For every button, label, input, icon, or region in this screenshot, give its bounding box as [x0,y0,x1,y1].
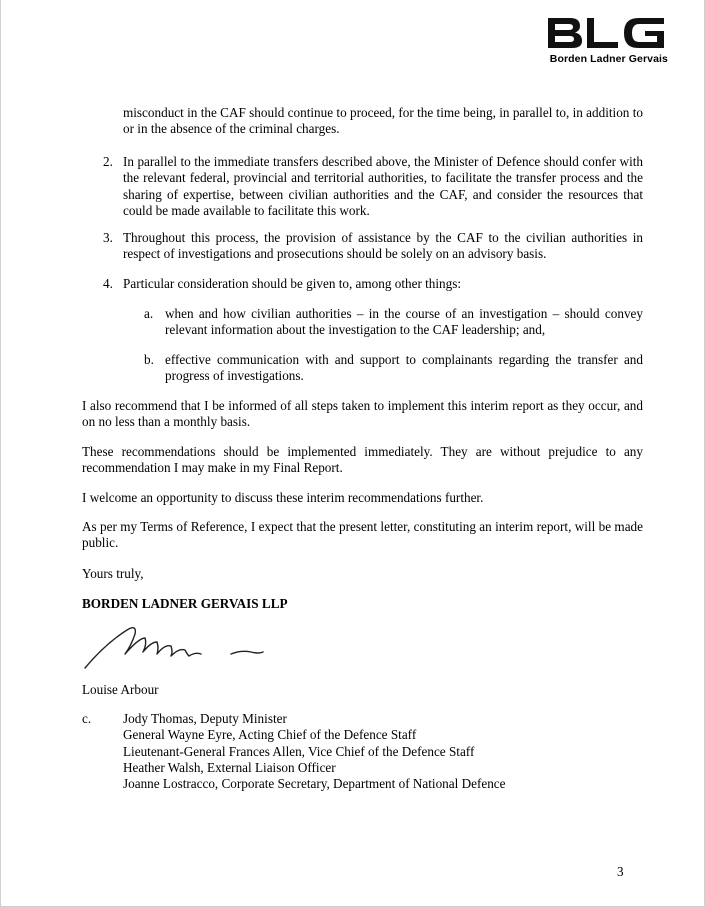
paragraph-reporting: I also recommend that I be informed of all steps taken to implement this interim report as they occur, and on no less than a monthly basis. [82,398,643,430]
cc-recipient: Heather Walsh, External Liaison Officer [123,759,336,775]
recommendation-2-number: 2. [103,154,113,169]
cc-recipient: Lieutenant-General Frances Allen, Vice Chief of the Defence Staff [123,743,475,759]
subitem-a-letter: a. [144,306,154,321]
page-number: 3 [617,864,624,879]
blg-logo-icon [546,14,668,50]
recommendation-4-number: 4. [103,276,113,291]
continuation-paragraph: misconduct in the CAF should continue to proceed, for the time being, in parallel to, in addition to or in the absence of the criminal charges. [123,105,643,137]
recommendation-2-text: In parallel to the immediate transfers described above, the Minister of Defence should confer with the relevant federal, provincial and territorial authorities, to facilitate the transfer process and the sharing of expertise, between civilian authorities and the CAF, and consider the resources that could be made available to facilitate this work. [123,154,643,218]
subitem-b-text: effective communication with and support to complainants regarding the transfer and progress of investigations. [165,352,643,384]
recommendation-3-text: Throughout this process, the provision of assistance by the CAF to the civilian authorities in respect of investigations and prosecutions should be solely on an advisory basis. [123,230,643,262]
signatory-name: Louise Arbour [82,682,159,697]
recommendation-4-text: Particular consideration should be given to, among other things: [123,276,462,291]
cc-label: c. [82,711,92,726]
paragraph-implementation: These recommendations should be implemented immediately. They are without prejudice to any recommendation I may make in my Final Report. [82,444,643,476]
cc-recipient-list [123,711,506,792]
paragraph-publication: As per my Terms of Reference, I expect that the present letter, constituting an interim report, will be made public. [82,519,643,551]
cc-recipient: General Wayne Eyre, Acting Chief of the Defence Staff [123,727,417,743]
closing-salutation: Yours truly, [82,566,144,581]
recommendation-3-number: 3. [103,230,113,245]
paragraph-discussion: I welcome an opportunity to discuss these interim recommendations further. [82,490,484,505]
cc-recipient: Jody Thomas, Deputy Minister [123,711,287,726]
firm-signature-block: BORDEN LADNER GERVAIS LLP [82,596,288,611]
firm-name-logo-text: Borden Ladner Gervais [549,53,668,65]
handwritten-signature [81,608,266,674]
cc-recipient: Joanne Lostracco, Corporate Secretary, Department of National Defence [123,776,506,792]
subitem-a-text: when and how civilian authorities – in the course of an investigation – should convey relevant information about the investigation to the CAF leadership; and, [165,306,643,338]
subitem-b-letter: b. [144,352,154,367]
